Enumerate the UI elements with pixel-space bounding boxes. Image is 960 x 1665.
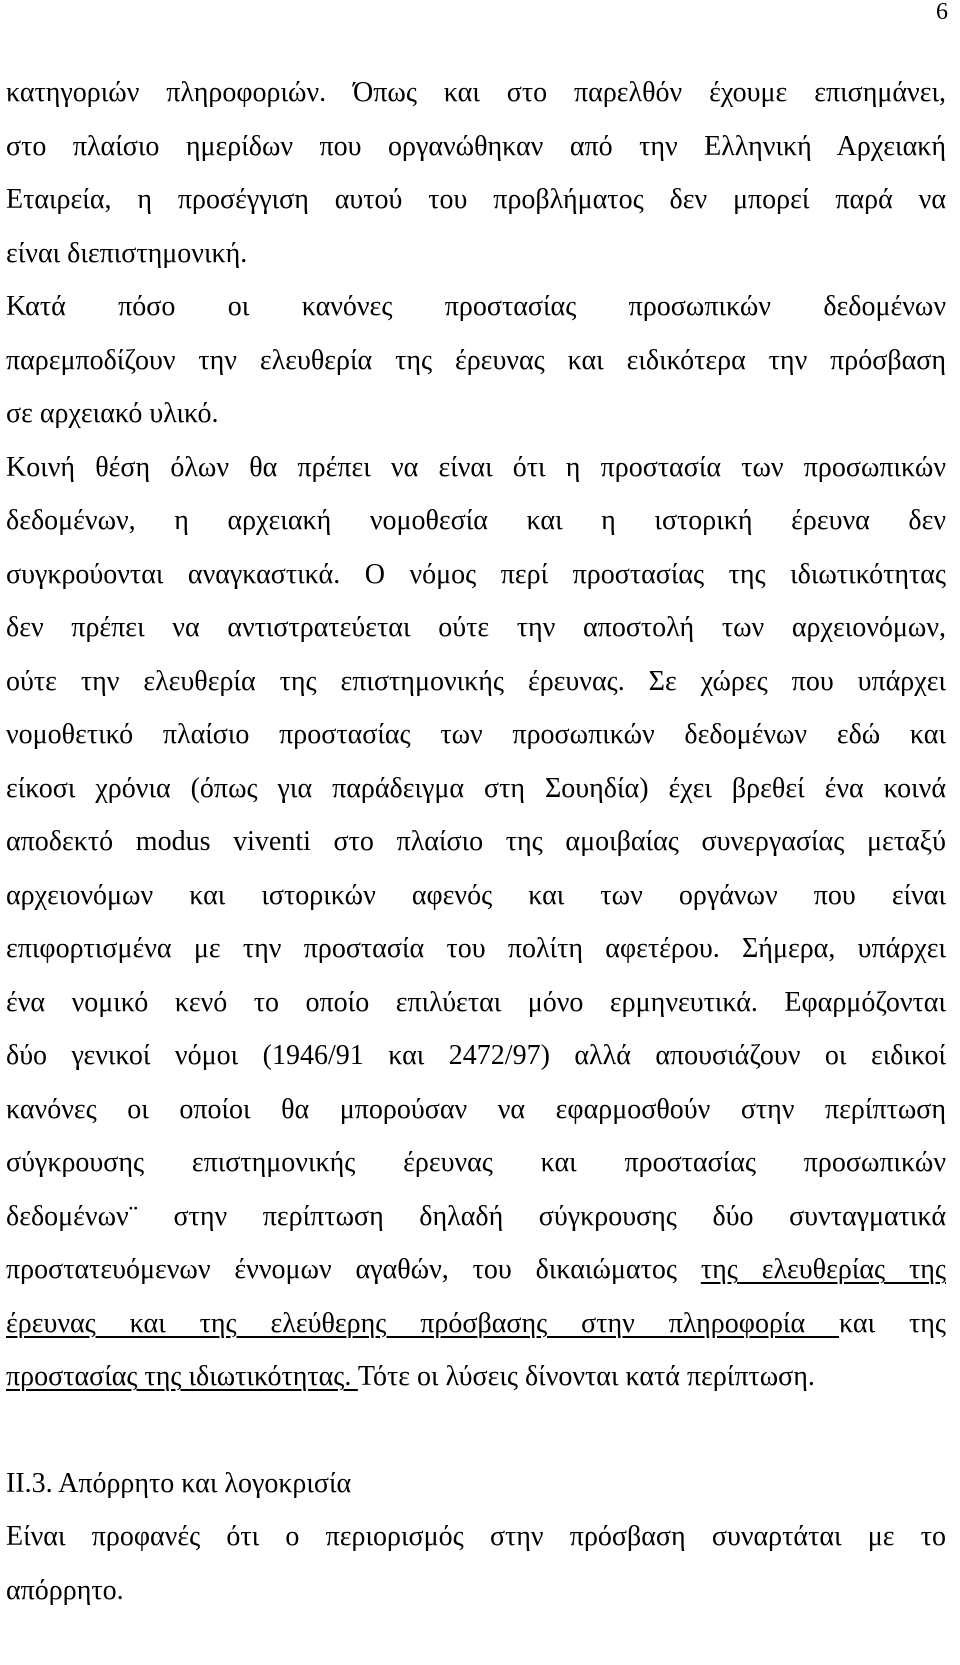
text-line: παρεμποδίζουν την ελευθερία της έρευνας και ειδικότερα την πρόσβαση (6, 344, 946, 376)
text-line: είναι διεπιστημονική. (6, 237, 248, 269)
text-segment: και της (839, 1307, 946, 1339)
text-line: επιφορτισμένα με την προστασία του πολίτη αφετέρου. Σήμερα, υπάρχει (6, 933, 946, 964)
text-line: Είναι προφανές ότι ο περιορισμός στην πρόσβαση συναρτάται με το (6, 1521, 946, 1552)
underlined-text: προστασίας της ιδιωτικότητας. (6, 1361, 358, 1392)
text-line: δεδομένων¨ στην περίπτωση δηλαδή σύγκρουσης δύο συνταγματικά (6, 1200, 946, 1232)
text-line: σε αρχειακό υλικό. (6, 398, 219, 429)
text-line: νομοθετικό πλαίσιο προστασίας των προσωπικών δεδομένων εδώ και (6, 719, 946, 750)
text-segment: προστατευόμενων έννομων αγαθών, του δικαιώματος (6, 1254, 701, 1285)
text-line (6, 1243, 946, 1297)
text-line: είκοσι χρόνια (όπως για παράδειγμα στη Σουηδία) έχει βρεθεί ένα κοινά (6, 772, 946, 804)
text-line: Κοινή θέση όλων θα πρέπει να είναι ότι η προστασία των προσωπικών (6, 451, 946, 483)
text-line (6, 1350, 946, 1404)
text-line: σύγκρουσης επιστημονικής έρευνας και προστασίας προσωπικών (6, 1147, 946, 1178)
section-spacer (6, 1404, 946, 1457)
page-number: 6 (936, 0, 948, 25)
section-heading: ΙΙ.3. Απόρρητο και λογοκρισία (6, 1467, 352, 1499)
text-line: αρχειονόμων και ιστορικών αφενός και των οργάνων που είναι (6, 879, 946, 911)
underlined-text: της ελευθερίας της (700, 1254, 946, 1285)
text-line: στο πλαίσιο ημερίδων που οργανώθηκαν από την Ελληνική Αρχειακή (6, 130, 946, 162)
text-line: Κατά πόσο οι κανόνες προστασίας προσωπικών δεδομένων (6, 291, 946, 322)
page-body (6, 66, 946, 1617)
text-line: Εταιρεία, η προσέγγιση αυτού του προβλήματος δεν μπορεί παρά να (6, 184, 946, 215)
text-line: ούτε την ελευθερία της επιστημονικής έρευνας. Σε χώρες που υπάρχει (6, 665, 946, 697)
text-line: συγκρούονται αναγκαστικά. Ο νόμος περί προστασίας της ιδιωτικότητας (6, 558, 946, 590)
text-line (6, 1297, 946, 1351)
text-segment: Τότε οι λύσεις δίνονται κατά περίπτωση. (357, 1361, 815, 1392)
text-line: κατηγοριών πληροφοριών. Όπως και στο παρελθόν έχουμε επισημάνει, (6, 77, 946, 108)
text-line: κανόνες οι οποίοι θα μπορούσαν να εφαρμοσθούν στην περίπτωση (6, 1093, 946, 1125)
text-line: ένα νομικό κενό το οποίο επιλύεται μόνο ερμηνευτικά. Εφαρμόζονται (6, 986, 946, 1018)
text-line: δεν πρέπει να αντιστρατεύεται ούτε την αποστολή των αρχειονόμων, (6, 612, 946, 643)
text-line: αποδεκτό modus viventi στο πλαίσιο της αμοιβαίας συνεργασίας μεταξύ (6, 826, 946, 857)
underlined-text: έρευνας και της ελεύθερης πρόσβασης στην πληροφορία (6, 1307, 840, 1339)
text-line: δεδομένων, η αρχειακή νομοθεσία και η ιστορική έρευνα δεν (6, 505, 946, 536)
text-line: απόρρητο. (6, 1574, 124, 1606)
text-line: δύο γενικοί νόμοι (1946/91 και 2472/97) αλλά απουσιάζουν οι ειδικοί (6, 1040, 946, 1071)
